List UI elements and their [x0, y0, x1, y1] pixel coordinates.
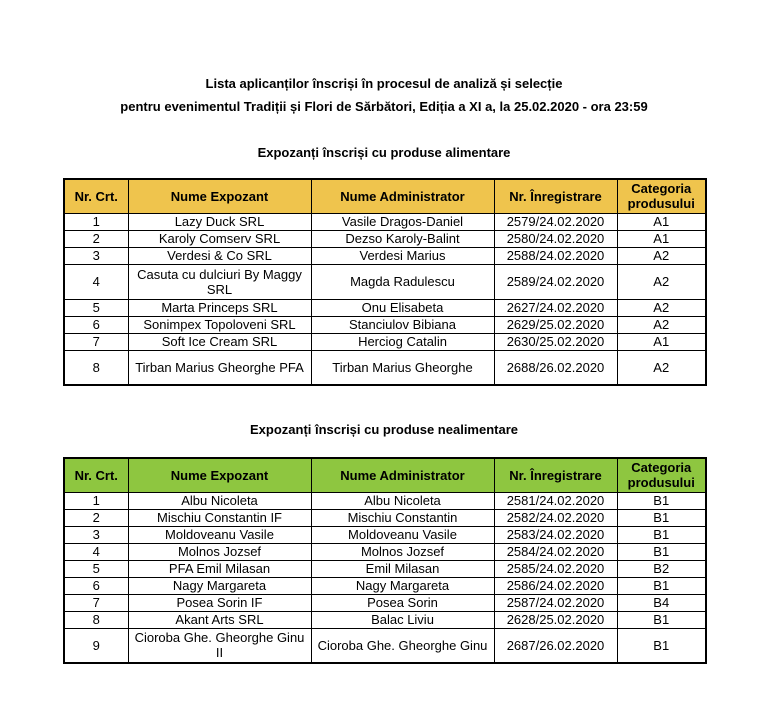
header-row [64, 458, 706, 492]
table-cell: 1 [64, 492, 128, 509]
table-cell: 2629/25.02.2020 [494, 316, 617, 333]
table-row [64, 526, 706, 543]
table-cell: 8 [64, 350, 128, 385]
header-row [64, 179, 706, 213]
column-header: Nr. Înregistrare [494, 179, 617, 213]
table-cell: 2586/24.02.2020 [494, 577, 617, 594]
document-title-line1: Lista aplicanților înscriși în procesul de analiză și selecție [205, 76, 563, 91]
table-cell: 4 [64, 264, 128, 299]
table-cell: 2584/24.02.2020 [494, 543, 617, 560]
table-cell: Sonimpex Topoloveni SRL [128, 316, 311, 333]
table-cell: 7 [64, 333, 128, 350]
table-cell: 6 [64, 316, 128, 333]
table-row [64, 247, 706, 264]
table-row [64, 213, 706, 230]
table-cell: 2582/24.02.2020 [494, 509, 617, 526]
table-cell: Emil Milasan [311, 560, 494, 577]
table-row [64, 492, 706, 509]
table-cell: Molnos Jozsef [128, 543, 311, 560]
table-cell: 5 [64, 560, 128, 577]
table-cell: Tirban Marius Gheorghe [311, 350, 494, 385]
table-cell: 2627/24.02.2020 [494, 299, 617, 316]
table-cell: 2579/24.02.2020 [494, 213, 617, 230]
column-header: Nr. Înregistrare [494, 458, 617, 492]
table-row [64, 611, 706, 628]
table-row [64, 333, 706, 350]
table-cell: 2688/26.02.2020 [494, 350, 617, 385]
section-title-nealimentare: Expozanți înscriși cu produse nealimentare [249, 422, 519, 437]
table-row [64, 316, 706, 333]
table-row [64, 628, 706, 663]
table-cell: Lazy Duck SRL [128, 213, 311, 230]
table-cell: Cioroba Ghe. Gheorghe Ginu [311, 628, 494, 663]
table-cell: Posea Sorin [311, 594, 494, 611]
table-cell: 4 [64, 543, 128, 560]
table-cell: Molnos Jozsef [311, 543, 494, 560]
column-header: Nume Administrator [311, 179, 494, 213]
table-cell: Dezso Karoly-Balint [311, 230, 494, 247]
table-cell: PFA Emil Milasan [128, 560, 311, 577]
table-cell: 7 [64, 594, 128, 611]
table-alimentare [63, 178, 707, 386]
table-cell: Casuta cu dulciuri By Maggy SRL [128, 264, 311, 299]
table-cell: 2585/24.02.2020 [494, 560, 617, 577]
table-cell: Herciog Catalin [311, 333, 494, 350]
column-header: Categoria produsului [617, 458, 706, 492]
table-cell: Nagy Margareta [311, 577, 494, 594]
table-cell: 5 [64, 299, 128, 316]
table-cell: A1 [617, 230, 706, 247]
document-header [0, 0, 768, 118]
table-cell: Stanciulov Bibiana [311, 316, 494, 333]
table-cell: 2580/24.02.2020 [494, 230, 617, 247]
table-cell: 2 [64, 230, 128, 247]
column-header: Categoria produsului [617, 179, 706, 213]
table-cell: B1 [617, 492, 706, 509]
table-cell: B1 [617, 543, 706, 560]
section-alimentare [0, 145, 768, 386]
column-header: Nume Expozant [128, 458, 311, 492]
table-cell: Albu Nicoleta [128, 492, 311, 509]
table-cell: B1 [617, 611, 706, 628]
table-cell: B1 [617, 526, 706, 543]
table-row [64, 230, 706, 247]
table-cell: B1 [617, 509, 706, 526]
table-cell: Cioroba Ghe. Gheorghe Ginu II [128, 628, 311, 663]
table-row [64, 350, 706, 385]
table-cell: 3 [64, 526, 128, 543]
table-nealimentare [63, 457, 707, 664]
section-nealimentare [0, 422, 768, 664]
table-cell: Akant Arts SRL [128, 611, 311, 628]
table-cell: Verdesi Marius [311, 247, 494, 264]
table-cell: 2581/24.02.2020 [494, 492, 617, 509]
table-row [64, 577, 706, 594]
section-title-alimentare: Expozanți înscriși cu produse alimentare [257, 145, 511, 160]
table-cell: B4 [617, 594, 706, 611]
table-cell: 6 [64, 577, 128, 594]
table-cell: Moldoveanu Vasile [128, 526, 311, 543]
table-cell: A2 [617, 247, 706, 264]
table-cell: Nagy Margareta [128, 577, 311, 594]
table-cell: B1 [617, 628, 706, 663]
table-cell: A2 [617, 264, 706, 299]
table-cell: Mischiu Constantin [311, 509, 494, 526]
table-cell: A1 [617, 333, 706, 350]
table-cell: 9 [64, 628, 128, 663]
table-cell: Mischiu Constantin IF [128, 509, 311, 526]
table-cell: 2588/24.02.2020 [494, 247, 617, 264]
table-cell: Posea Sorin IF [128, 594, 311, 611]
table-cell: A2 [617, 299, 706, 316]
table-row [64, 560, 706, 577]
table-cell: A2 [617, 350, 706, 385]
table-cell: 2583/24.02.2020 [494, 526, 617, 543]
table-cell: A2 [617, 316, 706, 333]
table-cell: 2628/25.02.2020 [494, 611, 617, 628]
column-header: Nume Administrator [311, 458, 494, 492]
table-cell: Moldoveanu Vasile [311, 526, 494, 543]
table-row [64, 264, 706, 299]
column-header: Nr. Crt. [64, 179, 128, 213]
table-cell: 2630/25.02.2020 [494, 333, 617, 350]
table-cell: 2587/24.02.2020 [494, 594, 617, 611]
table-cell: Magda Radulescu [311, 264, 494, 299]
column-header: Nr. Crt. [64, 458, 128, 492]
table-cell: Onu Elisabeta [311, 299, 494, 316]
table-cell: Vasile Dragos-Daniel [311, 213, 494, 230]
table-cell: A1 [617, 213, 706, 230]
table-row [64, 543, 706, 560]
table-row [64, 509, 706, 526]
table-cell: 8 [64, 611, 128, 628]
table-cell: 2589/24.02.2020 [494, 264, 617, 299]
table-row [64, 299, 706, 316]
table-cell: B2 [617, 560, 706, 577]
table-cell: Balac Liviu [311, 611, 494, 628]
table-cell: 1 [64, 213, 128, 230]
table-cell: Soft Ice Cream SRL [128, 333, 311, 350]
table-cell: 3 [64, 247, 128, 264]
table-cell: Tirban Marius Gheorghe PFA [128, 350, 311, 385]
table-cell: Karoly Comserv SRL [128, 230, 311, 247]
table-cell: B1 [617, 577, 706, 594]
table-row [64, 594, 706, 611]
table-cell: Albu Nicoleta [311, 492, 494, 509]
table-cell: Marta Princeps SRL [128, 299, 311, 316]
column-header: Nume Expozant [128, 179, 311, 213]
table-cell: Verdesi & Co SRL [128, 247, 311, 264]
table-cell: 2 [64, 509, 128, 526]
table-cell: 2687/26.02.2020 [494, 628, 617, 663]
document-title-line2: pentru evenimentul Tradiții și Flori de Sărbători, Ediția a XI a, la 25.02.2020 - ora 23:59 [120, 99, 648, 114]
